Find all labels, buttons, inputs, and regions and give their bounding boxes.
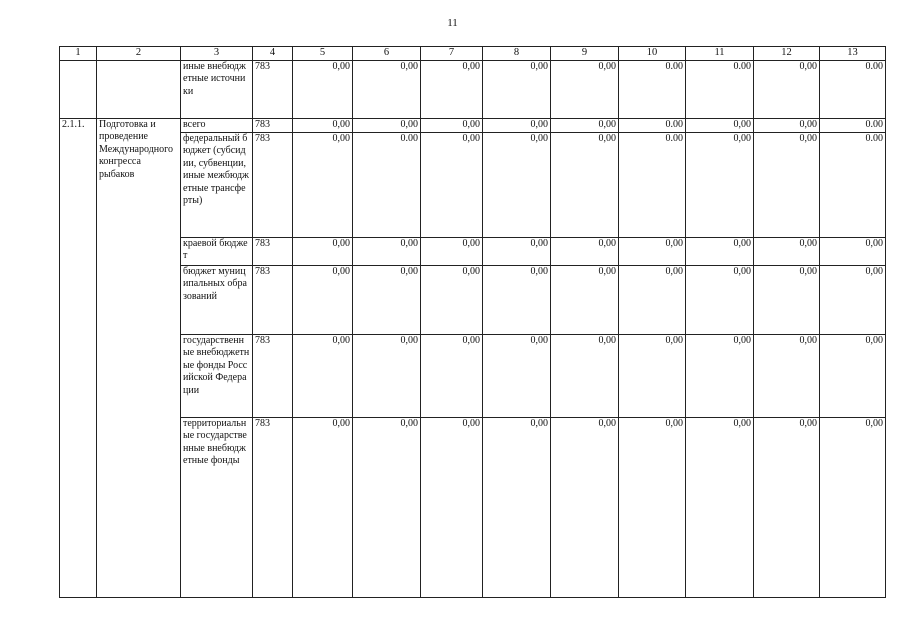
amount-cell: 0,00 [293,119,353,133]
table-row [60,61,886,119]
amount-cell: 0,00 [293,133,353,238]
amount-cell: 0,00 [820,266,886,335]
column-header: 8 [483,47,551,61]
column-header: 6 [353,47,421,61]
amount-cell: 0,00 [619,335,686,418]
amount-cell: 0,00 [820,418,886,598]
amount-cell: 0,00 [293,418,353,598]
amount-cell: 0,00 [483,335,551,418]
amount-cell: 0,00 [421,335,483,418]
amount-cell: 0,00 [820,238,886,266]
table-row [60,238,886,266]
amount-cell: 0,00 [353,238,421,266]
budget-code: 783 [253,61,293,119]
empty-cell [60,61,97,119]
amount-cell: 0,00 [353,418,421,598]
budget-code: 783 [253,335,293,418]
amount-cell: 0,00 [754,61,820,119]
table-row [60,266,886,335]
column-number-row [60,47,886,61]
amount-cell: 0,00 [293,61,353,119]
amount-cell: 0,00 [421,61,483,119]
column-header: 12 [754,47,820,61]
funding-source: краевой бюджет [181,238,253,266]
amount-cell: 0,00 [353,61,421,119]
amount-cell: 0,00 [551,266,619,335]
amount-cell: 0,00 [421,238,483,266]
amount-cell: 0,00 [293,238,353,266]
column-header: 1 [60,47,97,61]
budget-code: 783 [253,266,293,335]
amount-cell: 0,00 [754,266,820,335]
budget-code: 783 [253,238,293,266]
column-header: 5 [293,47,353,61]
amount-cell: 0,00 [619,266,686,335]
amount-cell: 0,00 [483,238,551,266]
empty-cell [97,61,181,119]
budget-table [59,46,886,598]
amount-cell: 0,00 [754,418,820,598]
amount-cell: 0.00 [820,119,886,133]
column-header: 10 [619,47,686,61]
amount-cell: 0,00 [421,266,483,335]
amount-cell: 0,00 [293,335,353,418]
funding-source: иные внебюджетные источники [181,61,253,119]
amount-cell: 0.00 [619,61,686,119]
column-header: 2 [97,47,181,61]
funding-source: бюджет муниципальных образований [181,266,253,335]
amount-cell: 0.00 [619,133,686,238]
amount-cell: 0,00 [754,238,820,266]
amount-cell: 0,00 [686,119,754,133]
amount-cell: 0,00 [551,133,619,238]
column-header: 13 [820,47,886,61]
amount-cell: 0.00 [686,61,754,119]
amount-cell: 0,00 [551,61,619,119]
amount-cell: 0,00 [551,119,619,133]
amount-cell: 0,00 [483,61,551,119]
amount-cell: 0,00 [754,335,820,418]
funding-source: всего [181,119,253,133]
amount-cell: 0,00 [551,335,619,418]
funding-source: государственные внебюджетные фонды Российской Федерации [181,335,253,418]
amount-cell: 0.00 [820,61,886,119]
amount-cell: 0,00 [483,418,551,598]
amount-cell: 0,00 [619,418,686,598]
amount-cell: 0,00 [686,418,754,598]
amount-cell: 0,00 [686,266,754,335]
funding-source: федеральный бюджет (субсидии, субвенции, иные межбюджетные трансферты) [181,133,253,238]
column-header: 4 [253,47,293,61]
budget-code: 783 [253,119,293,133]
amount-cell: 0,00 [483,119,551,133]
amount-cell: 0,00 [353,119,421,133]
amount-cell: 0,00 [686,238,754,266]
table-row [60,418,886,598]
amount-cell: 0,00 [686,335,754,418]
amount-cell: 0,00 [421,418,483,598]
amount-cell: 0.00 [353,133,421,238]
amount-cell: 0,00 [483,266,551,335]
amount-cell: 0,00 [421,133,483,238]
page-number: 11 [447,17,458,29]
amount-cell: 0,00 [353,335,421,418]
amount-cell: 0,00 [619,238,686,266]
table-row [60,335,886,418]
amount-cell: 0,00 [353,266,421,335]
table-row [60,119,886,133]
item-number: 2.1.1. [60,119,97,598]
item-title: Подготовка и проведение Международного конгресса рыбаков [97,119,181,598]
amount-cell: 0,00 [483,133,551,238]
amount-cell: 0,00 [754,119,820,133]
budget-code: 783 [253,418,293,598]
column-header: 9 [551,47,619,61]
amount-cell: 0,00 [293,266,353,335]
amount-cell: 0,00 [686,133,754,238]
amount-cell: 0,00 [551,418,619,598]
column-header: 3 [181,47,253,61]
amount-cell: 0.00 [619,119,686,133]
amount-cell: 0,00 [551,238,619,266]
table-row [60,133,886,238]
budget-code: 783 [253,133,293,238]
column-header: 7 [421,47,483,61]
funding-source: территориальные государственные внебюджетные фонды [181,418,253,598]
amount-cell: 0,00 [754,133,820,238]
amount-cell: 0,00 [820,335,886,418]
amount-cell: 0.00 [820,133,886,238]
column-header: 11 [686,47,754,61]
amount-cell: 0,00 [421,119,483,133]
